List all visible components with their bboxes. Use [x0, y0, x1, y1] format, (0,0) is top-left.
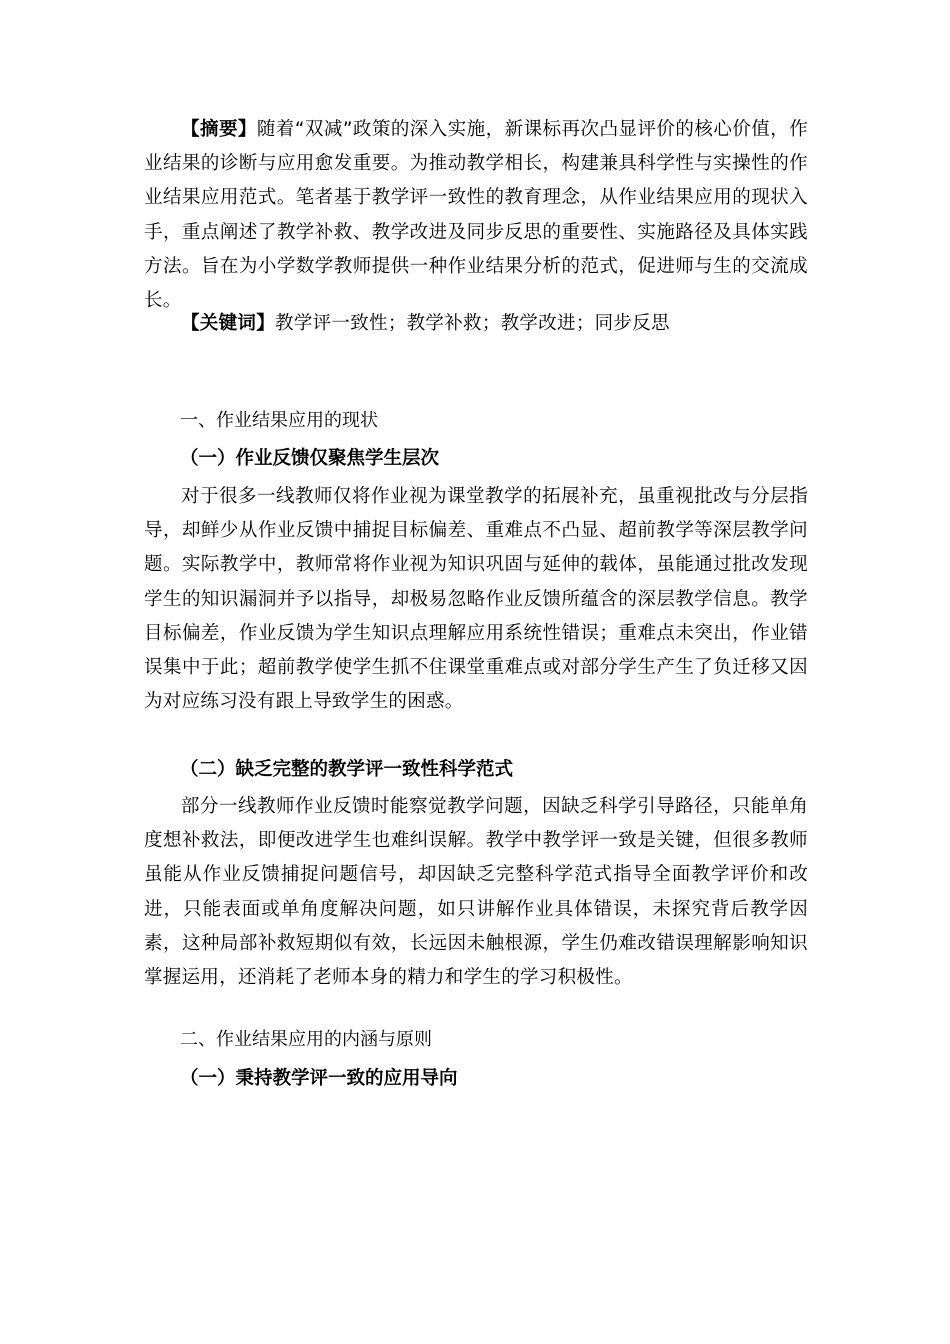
- section-1-1-paragraph: 对于很多一线教师仅将作业视为课堂教学的拓展补充，虽重视批改与分层指导，却鲜少从作业反馈中捕捉目标偏差、重难点不凸显、超前教学等深层教学问题。实际教学中，教师常将作业视为知识巩固与延伸的载体，虽能通过批改发现学生的知识漏洞并予以指导，却极易忽略作业反馈所蕴含的深层教学信息。教学目标偏差，作业反馈为学生知识点理解应用系统性错误；重难点未突出，作业错误集中于此；超前教学使学生抓不住课堂重难点或对部分学生产生了负迁移又因为对应练习没有跟上导致学生的困惑。: [144, 486, 808, 713]
- section-2-heading: 二、作业结果应用的内涵与原则: [180, 1029, 432, 1050]
- section-1-heading: 一、作业结果应用的现状: [180, 410, 378, 431]
- abstract-text: 随着“双减”政策的深入实施，新课标再次凸显评价的核心价值，作业结果的诊断与应用愈发重要。为推动教学相长，构建兼具科学性与实操性的作业结果应用范式。笔者基于教学评一致性的教育理念，从作业结果应用的现状入手，重点阐述了教学补救、教学改进及同步反思的重要性、实施路径及具体实践方法。旨在为小学数学教师提供一种作业结果分析的范式，促进师与生的交流成长。: [144, 119, 809, 312]
- section-1-2-heading: （二）缺乏完整的教学评一致性科学范式: [180, 759, 514, 780]
- abstract-label: 【摘要】: [181, 119, 257, 140]
- keywords-text: 教学评一致性；教学补救；教学改进；同步反思: [275, 313, 670, 334]
- keywords-label: 【关键词】: [181, 313, 276, 334]
- section-2-1-heading: （一）秉持教学评一致的应用导向: [180, 1068, 458, 1089]
- keywords-paragraph: [144, 307, 808, 341]
- section-1-2-paragraph: 部分一线教师作业反馈时能察觉教学问题，因缺乏科学引导路径，只能单角度想补救法，即便改进学生也难纠误解。教学中教学评一致是关键，但很多教师虽能从作业反馈捕捉问题信号，却因缺乏完整科学范式指导全面教学评价和改进，只能表面或单角度解决问题，如只讲解作业具体错误，未探究背后教学因素，这种局部补救短期似有效，长远因未触根源，学生仍难改错误理解影响知识掌握运用，还消耗了老师本身的精力和学生的学习积极性。: [144, 796, 808, 989]
- section-1-1-heading: （一）作业反馈仅聚焦学生层次: [180, 448, 440, 469]
- abstract-paragraph: [144, 113, 808, 318]
